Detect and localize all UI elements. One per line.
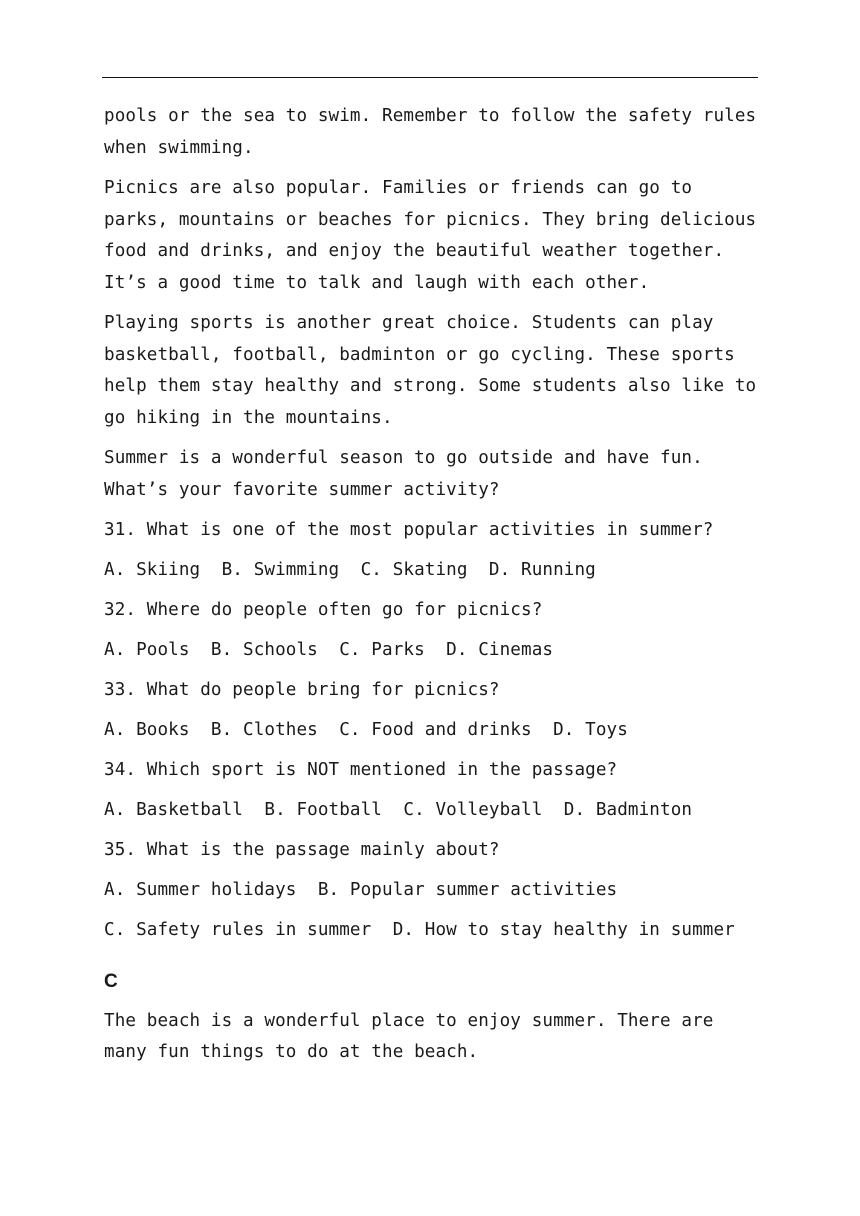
- question-options: C. Safety rules in summer D. How to stay healthy in summer: [104, 920, 735, 940]
- question-stem: 31. What is one of the most popular activities in summer?: [104, 520, 714, 540]
- paragraph-picnics: Picnics are also popular. Families or friends can go to parks, mountains or beaches for picnics. They bring delicious food and drinks, and enjoy the beautiful weather together. It’s a good time to talk and laugh with each other.: [104, 178, 757, 293]
- question-stem: 32. Where do people often go for picnics?: [104, 600, 543, 620]
- question-options: A. Summer holidays B. Popular summer activities: [104, 880, 618, 900]
- question-stem: 34. Which sport is NOT mentioned in the passage?: [104, 760, 618, 780]
- question-35: [104, 835, 760, 947]
- question-32: [104, 595, 760, 667]
- question-options: A. Pools B. Schools C. Parks D. Cinemas: [104, 640, 554, 660]
- question-stem: 35. What is the passage mainly about?: [104, 840, 500, 860]
- question-options: A. Skiing B. Swimming C. Skating D. Running: [104, 560, 596, 580]
- paragraph-beach-intro: The beach is a wonderful place to enjoy summer. There are many fun things to do at the beach.: [104, 1010, 714, 1062]
- question-options: A. Books B. Clothes C. Food and drinks D. Toys: [104, 720, 628, 740]
- paragraph-swimming-end: pools or the sea to swim. Remember to follow the safety rules when swimming.: [104, 106, 757, 158]
- question-33: [104, 675, 760, 747]
- question-31: [104, 515, 760, 587]
- paragraph-conclusion: Summer is a wonderful season to go outside and have fun. What’s your favorite summer activity?: [104, 448, 703, 500]
- header-rule: [102, 77, 758, 78]
- paragraph-sports: Playing sports is another great choice. Students can play basketball, football, badminton or go cycling. These sports help them stay healthy and strong. Some students also like to go hiking in the mountains.: [104, 313, 757, 428]
- document-body: [104, 101, 760, 1078]
- section-heading-c: C: [104, 970, 118, 992]
- question-options: A. Basketball B. Football C. Volleyball D. Badminton: [104, 800, 693, 820]
- question-34: [104, 755, 760, 827]
- question-stem: 33. What do people bring for picnics?: [104, 680, 500, 700]
